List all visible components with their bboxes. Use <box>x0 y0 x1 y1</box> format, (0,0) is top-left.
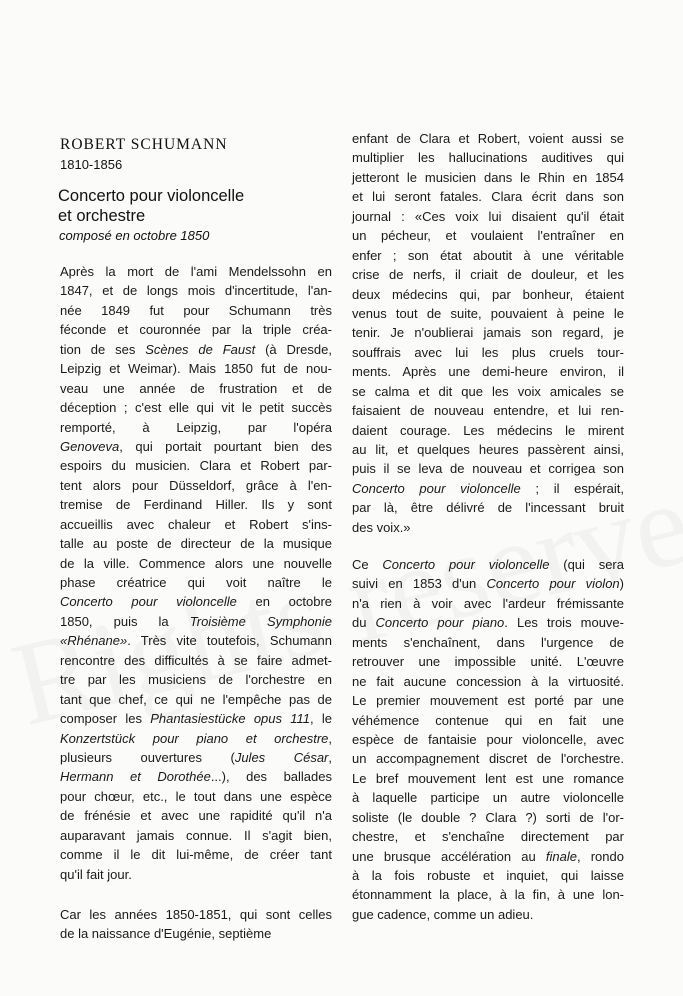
text-line: de la ville. Commence alors une nouvelle <box>60 555 332 571</box>
text-line: qu'il fait jour. <box>60 866 132 882</box>
text-line: retrouver une impossible unité. L'œuvre <box>352 654 624 670</box>
paragraph-hallucinations <box>352 129 624 537</box>
text-line: une brusque accélération au finale, rondo <box>352 848 624 864</box>
text-line: 1847, et de longs mois d'incertitude, l'an- <box>60 283 332 299</box>
text-line: composer les Phantasiestücke opus 111, le <box>60 711 333 727</box>
text-line: et lui seront fatales. Clara écrit dans son <box>352 189 624 205</box>
text-line: féconde et couronnée par la triple créa- <box>60 322 332 338</box>
text-line: déception ; c'est elle qui vit le petit succès <box>60 400 332 416</box>
text-line: plusieurs ouvertures (Jules César, <box>60 749 333 765</box>
text-line: suivi en 1853 d'un Concerto pour violon) <box>352 576 624 592</box>
text-line: accueillis avec chaleur et Robert s'ins- <box>60 516 332 532</box>
text-line: crise de nerfs, il criait de douleur, et les <box>352 267 624 283</box>
paragraph-biography <box>60 262 332 884</box>
text-line: de frénésie et avec une rapidité qu'il n'a <box>60 808 332 824</box>
text-line: Hermann et Dorothée...), des ballades <box>60 769 332 785</box>
text-line: gue cadence, comme un adieu. <box>352 906 534 922</box>
text-line: comme il le dit lui-même, de créer tant <box>60 847 332 863</box>
text-line: venus tout de suite, pouvaient à peine le <box>352 305 624 321</box>
text-line: Konzertstück pour piano et orchestre, <box>60 730 332 746</box>
text-line: n'a rien à voir avec l'ardeur frémissante <box>352 595 624 611</box>
text-line: née 1849 fut pour Schumann très <box>60 302 332 318</box>
text-line: «Rhénane». Très vite toutefois, Schumann <box>60 633 332 649</box>
text-line: tenir. Je n'oublierai jamais son regard, je <box>352 325 624 341</box>
text-line: remporté, à Leipzig, par l'opéra <box>60 419 332 435</box>
text-line: journal : «Ces voix lui disaient qu'il était <box>352 208 624 224</box>
text-line: rencontre des difficultés à se faire admet- <box>60 652 332 668</box>
text-line: espèce de fantaisie pour violoncelle, avec <box>352 731 624 747</box>
text-line: tre par les musiciens de l'orchestre en <box>60 672 332 688</box>
text-line: ne fait aucune concession à la virtuosité. <box>352 673 624 689</box>
text-line: Concerto pour violoncelle ; il espérait, <box>352 480 624 496</box>
paragraph-1850-1851 <box>60 905 332 944</box>
text-line: auparavant jamais connue. Il s'agit bien, <box>60 827 332 843</box>
work-title-line-2: et orchestre <box>58 207 146 225</box>
work-title <box>58 186 331 226</box>
text-line: par là, être délivré de l'incessant bruit <box>352 500 624 516</box>
text-line: deux médecins qui, par bonheur, étaient <box>352 286 624 302</box>
text-line: étonnamment la place, à la fin, à une lon- <box>352 887 624 903</box>
text-line: Concerto pour violoncelle en octobre <box>60 594 332 610</box>
text-line: se calma et dit que les voix amicales se <box>352 383 624 399</box>
text-line: tion de ses Scènes de Faust (à Dresde, <box>60 341 332 357</box>
text-line: espoirs du musicien. Clara et Robert par- <box>60 458 332 474</box>
text-line: enfer ; son état aboutit à une véritable <box>352 247 624 263</box>
text-line: Genoveva, qui portait pourtant bien des <box>60 438 332 454</box>
text-line: faisaient de nouveau entendre, et lui ren- <box>352 403 624 419</box>
text-line: multiplier les hallucinations auditives qui <box>352 150 624 166</box>
text-line: souffrais avec lui les plus cruels tour- <box>352 344 624 360</box>
text-line: Ce Concerto pour violoncelle (qui sera <box>352 557 624 572</box>
work-title-line-1: Concerto pour violoncelle <box>58 187 245 205</box>
text-line: un accompagnement discret de l'orchestre. <box>352 751 624 767</box>
text-line: Le premier mouvement est porté par une <box>352 693 624 709</box>
text-line: à la fois robuste et inquiet, qui laisse <box>352 868 624 883</box>
text-line: talle au poste de directeur de la musique <box>60 536 332 552</box>
text-line: puis il se leva de nouveau et corrigea son <box>352 461 624 477</box>
composer-dates: 1810-1856 <box>60 157 123 172</box>
text-line: 1850, puis la Troisième Symphonie <box>60 613 332 629</box>
text-line: tant que chef, ce qui ne l'empêche pas de <box>60 691 332 707</box>
text-line: phase créatrice qui voit naître le <box>60 575 332 590</box>
text-line: Le bref mouvement lent est une romance <box>352 770 624 786</box>
composer-name: ROBERT SCHUMANN <box>60 136 228 153</box>
text-line: de la naissance d'Eugénie, septième <box>60 926 272 942</box>
text-line: enfant de Clara et Robert, voient aussi se <box>352 131 624 146</box>
text-line: tremise de Ferdinand Hiller. Ils y sont <box>60 497 332 513</box>
text-line: pour chœur, etc., le tout dans une espèce <box>60 788 332 804</box>
text-line: véhémence contenue qui en fait une <box>352 712 624 728</box>
text-line: des voix.» <box>352 519 411 535</box>
text-line: jetteront le musicien dans le Rhin en 1854 <box>352 169 624 185</box>
text-line: un pécheur, et voulaient l'entraîner en <box>352 228 624 244</box>
text-line: ments. Après une demi-heure environ, il <box>352 364 624 380</box>
text-line: veau une année de frustration et de <box>60 380 332 396</box>
text-line: chestre, et s'enchaîne directement par <box>352 829 624 845</box>
text-line: Leipzig et Weimar). Mais 1850 fut de nou- <box>60 361 332 377</box>
text-line: au lit, et quelques heures passèrent ainsi, <box>352 442 624 457</box>
text-line: à laquelle participe un autre violoncelle <box>352 790 624 806</box>
text-line: du Concerto pour piano. Les trois mouve- <box>352 615 624 631</box>
text-line: Après la mort de l'ami Mendelssohn en <box>60 264 332 279</box>
text-line: daient courage. Les médecins le mirent <box>352 422 624 438</box>
text-line: Car les années 1850-1851, qui sont celles <box>60 907 332 922</box>
text-line: tent alors pour Düsseldorf, grâce à l'en- <box>60 477 332 493</box>
text-line: soliste (le double ? Clara ?) sorti de l'or- <box>352 809 624 825</box>
paragraph-concerto-analysis <box>352 555 624 924</box>
composition-date: composé en octobre 1850 <box>59 228 210 243</box>
text-line: ments s'enchaînent, dans l'urgence de <box>352 634 624 650</box>
